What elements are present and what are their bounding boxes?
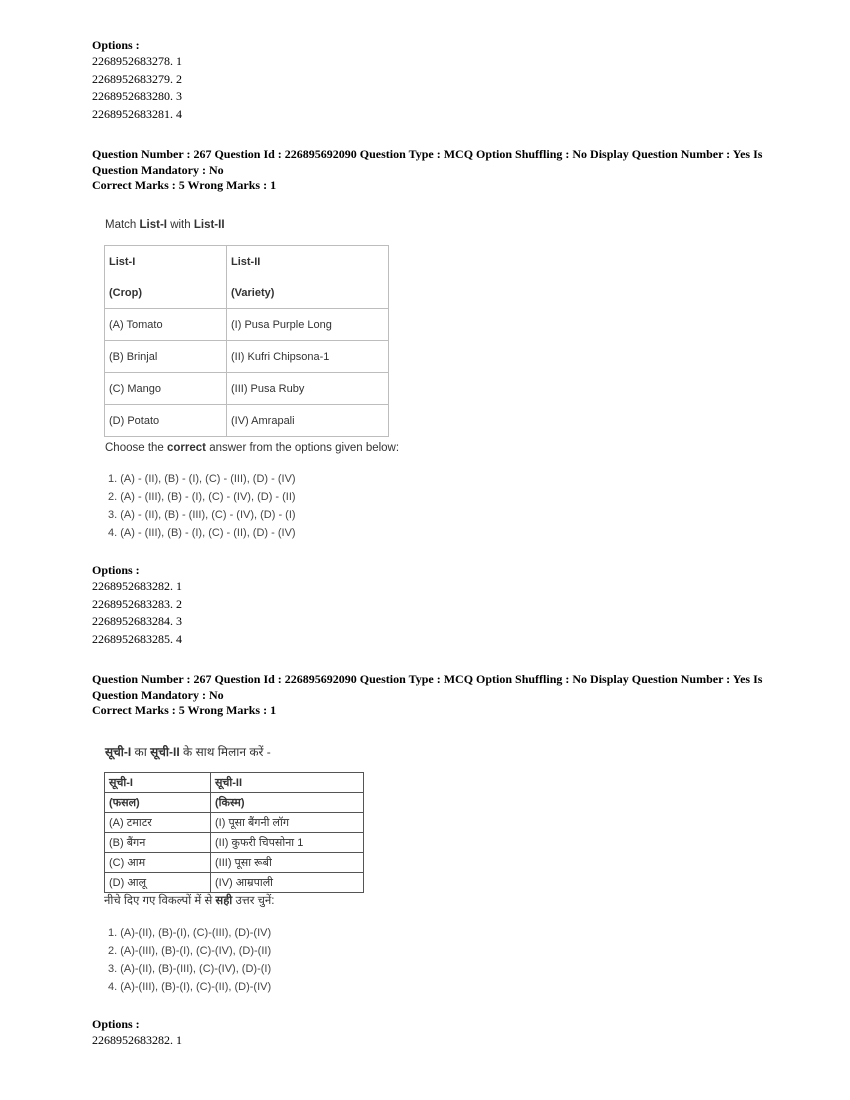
question-meta-line: Question Number : 267 Question Id : 226895692090 Question Type : MCQ Option Shuffling : No Display Question Number : Yes Is bbox=[92, 147, 763, 161]
option-item: 2268952683283. 2 bbox=[92, 596, 182, 611]
question-meta-line: Question Mandatory : No bbox=[92, 687, 224, 702]
options-block bbox=[92, 1016, 182, 1050]
option-item: 2268952683278. 1 bbox=[92, 54, 182, 68]
match-table bbox=[104, 245, 389, 437]
option-item: 2268952683284. 3 bbox=[92, 614, 182, 628]
table-row bbox=[105, 277, 389, 309]
options-heading: Options : bbox=[92, 563, 140, 577]
question-meta-line: Question Mandatory : No bbox=[92, 162, 224, 177]
choose-instruction: नीचे दिए गए विकल्पों में से सही उत्तर चुनें: bbox=[104, 895, 275, 907]
answer-choice: 4. (A)-(III), (B)-(I), (C)-(II), (D)-(IV) bbox=[108, 981, 272, 993]
table-row bbox=[105, 853, 364, 873]
table-header-cell: (Variety) bbox=[227, 277, 389, 309]
table-header-cell: (Crop) bbox=[105, 277, 227, 309]
option-item: 2268952683282. 1 bbox=[92, 579, 182, 593]
choose-instruction: Choose the correct answer from the options given below: bbox=[105, 442, 400, 454]
answer-choice: 1. (A)-(II), (B)-(I), (C)-(III), (D)-(IV) bbox=[108, 927, 272, 939]
option-item: 2268952683281. 4 bbox=[92, 106, 182, 121]
table-cell: (II) Kufri Chipsona-1 bbox=[227, 341, 389, 373]
question-intro: सूची-I का सूची-II के साथ मिलान करें - bbox=[105, 745, 271, 759]
option-item: 2268952683279. 2 bbox=[92, 71, 182, 86]
table-cell: (IV) Amrapali bbox=[227, 405, 389, 437]
table-row bbox=[105, 833, 364, 853]
answer-choice: 4. (A) - (III), (B) - (I), (C) - (II), (D) - (IV) bbox=[108, 527, 296, 539]
table-row bbox=[105, 341, 389, 373]
marks-line: Correct Marks : 5 Wrong Marks : 1 bbox=[92, 178, 277, 192]
options-heading: Options : bbox=[92, 1017, 140, 1031]
table-cell: (C) Mango bbox=[105, 373, 227, 405]
options-heading: Options : bbox=[92, 38, 140, 52]
table-row bbox=[105, 373, 389, 405]
table-row bbox=[105, 813, 364, 833]
marks-line: Correct Marks : 5 Wrong Marks : 1 bbox=[92, 703, 277, 717]
table-cell: (I) पूसा बैंगनी लॉग bbox=[211, 813, 364, 833]
option-item: 2268952683280. 3 bbox=[92, 89, 182, 103]
table-cell: (C) आम bbox=[105, 853, 211, 873]
table-row bbox=[105, 246, 389, 278]
top-options-block bbox=[92, 37, 182, 123]
table-row bbox=[105, 793, 364, 813]
question-intro: Match List-I with List-II bbox=[105, 219, 225, 231]
table-cell: (III) पूसा रूबी bbox=[211, 853, 364, 873]
question-meta-line: Question Number : 267 Question Id : 226895692090 Question Type : MCQ Option Shuffling : No Display Question Number : Yes Is bbox=[92, 672, 763, 686]
table-cell: (III) Pusa Ruby bbox=[227, 373, 389, 405]
table-row bbox=[105, 773, 364, 793]
table-cell: (D) आलू bbox=[105, 873, 211, 893]
question-meta bbox=[92, 672, 772, 719]
option-item: 2268952683285. 4 bbox=[92, 631, 182, 646]
answer-choice: 3. (A) - (II), (B) - (III), (C) - (IV), (D) - (I) bbox=[108, 509, 296, 521]
table-cell: (I) Pusa Purple Long bbox=[227, 309, 389, 341]
answer-choice: 3. (A)-(II), (B)-(III), (C)-(IV), (D)-(I) bbox=[108, 963, 272, 975]
answer-list bbox=[108, 470, 296, 542]
table-cell: (IV) आम्रपाली bbox=[211, 873, 364, 893]
table-cell: (B) Brinjal bbox=[105, 341, 227, 373]
table-cell: (II) कुफरी चिपसोना 1 bbox=[211, 833, 364, 853]
table-cell: (D) Potato bbox=[105, 405, 227, 437]
answer-choice: 2. (A)-(III), (B)-(I), (C)-(IV), (D)-(II) bbox=[108, 945, 272, 957]
question-meta bbox=[92, 147, 772, 194]
table-header-cell: सूची-II bbox=[211, 773, 364, 793]
match-table bbox=[104, 772, 364, 893]
table-header-cell: List-I bbox=[105, 246, 227, 278]
answer-choice: 2. (A) - (III), (B) - (I), (C) - (IV), (D) - (II) bbox=[108, 491, 296, 503]
options-block bbox=[92, 562, 182, 648]
table-row bbox=[105, 405, 389, 437]
table-cell: (B) बैंगन bbox=[105, 833, 211, 853]
table-row bbox=[105, 309, 389, 341]
answer-choice: 1. (A) - (II), (B) - (I), (C) - (III), (D) - (IV) bbox=[108, 473, 296, 485]
table-row bbox=[105, 873, 364, 893]
table-header-cell: List-II bbox=[227, 246, 389, 278]
table-cell: (A) Tomato bbox=[105, 309, 227, 341]
table-header-cell: (फसल) bbox=[105, 793, 211, 813]
table-header-cell: सूची-I bbox=[105, 773, 211, 793]
table-cell: (A) टमाटर bbox=[105, 813, 211, 833]
answer-list bbox=[108, 924, 271, 996]
table-header-cell: (किस्म) bbox=[211, 793, 364, 813]
option-item: 2268952683282. 1 bbox=[92, 1033, 182, 1047]
